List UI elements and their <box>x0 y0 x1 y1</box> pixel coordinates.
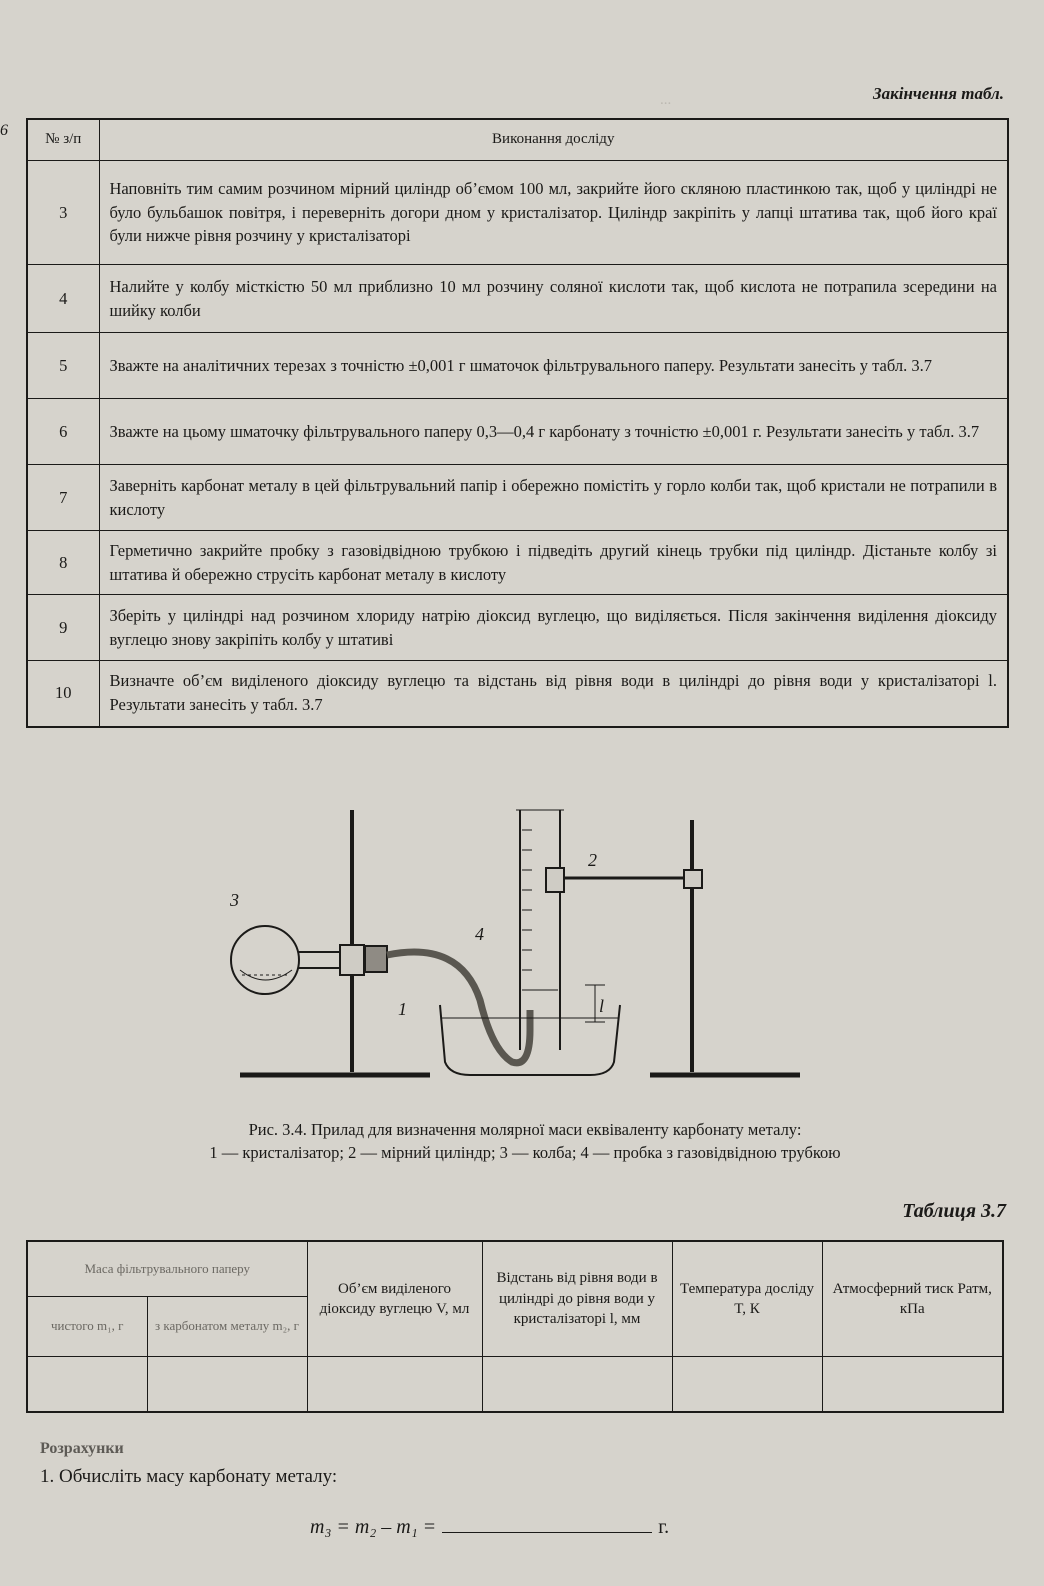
step-number: 8 <box>27 531 99 595</box>
calculations-heading: Розрахунки <box>40 1440 124 1457</box>
empty-cell[interactable] <box>307 1356 482 1412</box>
table-row <box>27 161 1008 265</box>
procedure-header-row <box>27 119 1008 161</box>
figure-caption-title: Рис. 3.4. Прилад для визначення молярної маси еквіваленту карбонату металу: <box>248 1120 802 1139</box>
step-text: Наповніть тим самим розчином мірний циліндр об’ємом 100 мл, закрийте його скляною пластинкою так, щоб у циліндрі не було бульбашок повітря, і переверніть догори дном у кристалізатор. Циліндр закріпіть у лапці штатива так, щоб його краї були нижче рівня розчину у кристалізаторі <box>99 161 1008 265</box>
empty-cell[interactable] <box>482 1356 672 1412</box>
results-table-label: Таблиця 3.7 <box>902 1200 1006 1222</box>
table-row <box>27 265 1008 333</box>
label-3: 3 <box>230 890 239 910</box>
page-edge-number: 6 <box>0 122 8 139</box>
label-l: l <box>599 996 605 1016</box>
step-text: Герметично закрийте пробку з газовідвідною трубкою і підведіть другий кінець трубки під циліндр. Дістаньте колбу зі штатива й обережно струсіть карбонат металу в кислоту <box>99 531 1008 595</box>
step-number: 6 <box>27 399 99 465</box>
step-number: 9 <box>27 595 99 661</box>
formula-unit: г. <box>658 1516 670 1538</box>
figure-caption-legend: 1 — кристалізатор; 2 — мірний циліндр; 3 — колба; 4 — пробка з газовідвідною трубкою <box>209 1143 841 1163</box>
paper-sub-clean: чистого m₁, г <box>27 1296 147 1356</box>
results-empty-row <box>27 1356 1003 1412</box>
step-text: Зважте на цьому шматочку фільтрувального паперу 0,3—0,4 г карбонату з точністю ±0,001 г. Результати занесіть у табл. 3.7 <box>99 399 1008 465</box>
col-num-header: № з/п <box>27 119 99 161</box>
apparatus-figure <box>230 800 830 1100</box>
paper-sub-carbonate: з карбонатом металу m₂, г <box>147 1296 307 1356</box>
answer-blank[interactable] <box>442 1532 652 1533</box>
table-row <box>27 661 1008 727</box>
step-text: Заверніть карбонат металу в цей фільтрувальний папір і обережно помістіть у горло колби так, щоб кристали не потрапили в кислоту <box>99 465 1008 531</box>
step-text: Зважте на аналітичних терезах з точністю ±0,001 г шматочок фільтрувального паперу. Результати занесіть у табл. 3.7 <box>99 333 1008 399</box>
pressure-header: Атмосферний тиск Pатм, кПа <box>822 1241 1003 1356</box>
table-row <box>27 595 1008 661</box>
step-number: 7 <box>27 465 99 531</box>
temperature-header: Температура досліду T, К <box>672 1241 822 1356</box>
procedure-table <box>26 118 1009 728</box>
step-number: 3 <box>27 161 99 265</box>
results-header-row <box>27 1241 1003 1296</box>
step-text: Зберіть у циліндрі над розчином хлориду натрію діоксид вуглецю, що виділяється. Після закінчення виділення діоксиду вуглецю знову закріпіть колбу у штативі <box>99 595 1008 661</box>
mass-formula <box>310 1516 669 1539</box>
left-clamp <box>340 945 364 975</box>
paper-mass-header: Маса фільтрувального паперу <box>27 1241 307 1296</box>
volume-header: Об’єм виділеного діоксиду вуглецю V, мл <box>307 1241 482 1356</box>
step-text: Визначте об’єм виділеного діоксиду вуглецю та відстань від рівня води в циліндрі до рівня води у кристалізаторі l. Результати занесіть у табл. 3.7 <box>99 661 1008 727</box>
label-4: 4 <box>475 924 484 944</box>
label-1: 1 <box>398 999 407 1019</box>
table-row <box>27 333 1008 399</box>
distance-header: Відстань від рівня води в циліндрі до рівня води у кристалізаторі l, мм <box>482 1241 672 1356</box>
empty-cell[interactable] <box>822 1356 1003 1412</box>
apparatus-drawing <box>230 800 830 1100</box>
step-number: 10 <box>27 661 99 727</box>
empty-cell[interactable] <box>672 1356 822 1412</box>
table-row <box>27 399 1008 465</box>
formula-lhs: m₃ = m₂ – m₁ = <box>310 1516 437 1538</box>
task-1-text: 1. Обчисліть масу карбонату металу: <box>40 1466 338 1487</box>
label-2: 2 <box>588 850 597 870</box>
gas-tube <box>387 952 530 1063</box>
results-table <box>26 1240 1004 1413</box>
empty-cell[interactable] <box>27 1356 147 1412</box>
table-continuation-label: Закінчення табл. <box>872 84 1004 103</box>
flask-bulb <box>231 926 299 994</box>
stopper <box>365 946 387 972</box>
step-text: Налийте у колбу місткістю 50 мл приблизно 10 мл розчину соляної кислоти так, щоб кислота не потрапила зсередини на шийку колби <box>99 265 1008 333</box>
table-row <box>27 531 1008 595</box>
cylinder-clamp <box>546 868 564 892</box>
step-number: 4 <box>27 265 99 333</box>
bleed-text: ... <box>660 92 672 108</box>
table-row <box>27 465 1008 531</box>
step-number: 5 <box>27 333 99 399</box>
col-action-header: Виконання досліду <box>99 119 1008 161</box>
figure-caption <box>60 1118 990 1164</box>
empty-cell[interactable] <box>147 1356 307 1412</box>
